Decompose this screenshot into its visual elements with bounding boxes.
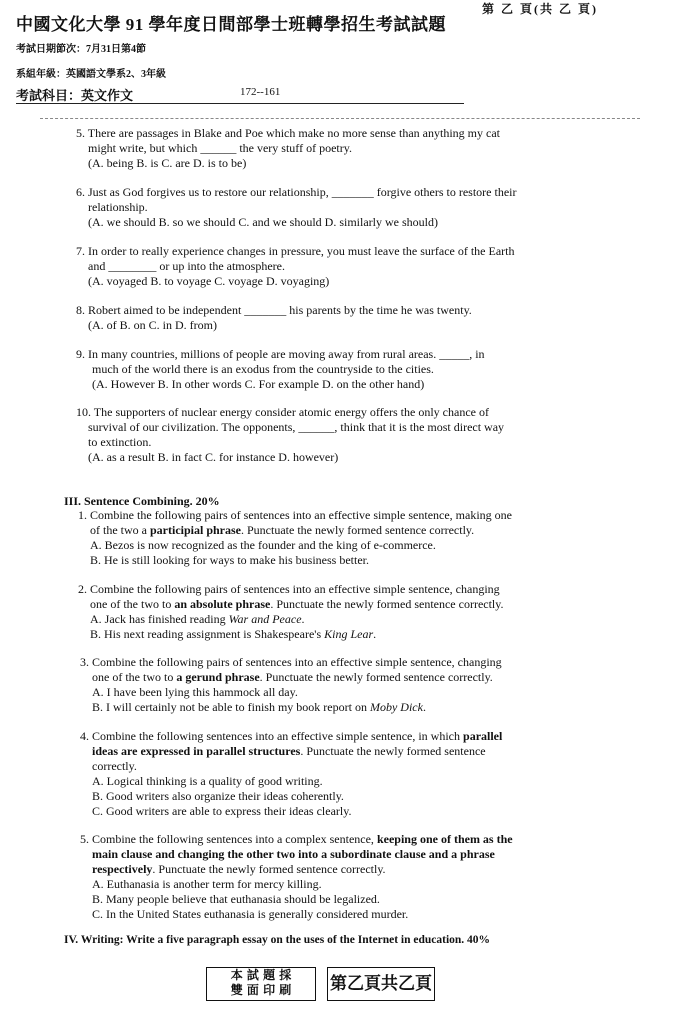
question-line: 7. In order to really experience changes in pressure, you must leave the surface of the Earth (76, 244, 515, 258)
highlight-text: an absolute phrase (174, 597, 271, 611)
question-line: 10. The supporters of nuclear energy consider atomic energy offers the only chance of (76, 405, 489, 419)
question-line: 9. In many countries, millions of people are moving away from rural areas. _____, in (76, 347, 485, 361)
question-line: 3. Combine the following pairs of sentences into an effective simple sentence, changing (80, 655, 502, 669)
highlight-text: a gerund phrase (176, 670, 260, 684)
punctuation: . (301, 612, 305, 626)
highlight-text: participial phrase (149, 523, 241, 537)
answer-options: (A. voyaged B. to voyage C. voyage D. voyaging) (88, 274, 330, 288)
question-8 (76, 303, 472, 333)
question-9 (76, 347, 485, 392)
sentence-b: B. Good writers also organize their ideas coherently. (92, 789, 344, 803)
sentence-a: A. I have been lying this hammock all day. (92, 685, 298, 699)
exam-title: 中國文化大學 91 學年度日間部學士班轉學招生考試試題 (16, 15, 446, 34)
exam-date: 考試日期節次：7月31日第4節 (16, 44, 146, 55)
stamp-line: 本 試 題 採 (230, 968, 292, 982)
combining-question-3 (80, 655, 502, 715)
sentence-a: A. Jack has finished reading (90, 612, 229, 626)
sentence-b: B. I will certainly not be able to finish my book report on (92, 700, 370, 714)
question-line: to extinction. (88, 435, 152, 449)
highlight-text: respectively (92, 862, 153, 876)
punctuation: . (373, 627, 377, 641)
sentence-a: A. Logical thinking is a quality of good writing. (92, 774, 323, 788)
sentence-b: B. His next reading assignment is Shakespeare's (90, 627, 325, 641)
section-heading-sentence-combining: III. Sentence Combining. 20% (64, 494, 220, 508)
sentence-a: A. Euthanasia is another term for mercy killing. (92, 877, 322, 891)
book-title: War and Peace (228, 612, 302, 626)
exam-subject: 考試科目：英文作文 (16, 88, 134, 103)
question-line: much of the world there is an exodus from the countryside to the cities. (92, 362, 434, 376)
question-5 (76, 126, 500, 171)
punctuation: . (422, 700, 426, 714)
question-text: 5. Combine the following sentences into a complex sentence, (80, 832, 377, 846)
question-text: of the two a (90, 523, 150, 537)
sentence-c: C. Good writers are able to express their ideas clearly. (92, 804, 352, 818)
sentence-b: B. He is still looking for ways to make his business better. (90, 553, 369, 567)
section-heading-writing: IV. Writing: Write a five paragraph essay on the uses of the Internet in education. 40% (64, 934, 491, 946)
exam-code: 172--161 (240, 86, 281, 98)
question-line: 8. Robert aimed to be independent _______ his parents by the time he was twenty. (76, 303, 472, 317)
highlight-text: keeping one of them as the (376, 832, 513, 846)
combining-question-4 (80, 729, 502, 819)
highlight-text: main clause and changing the other two into a subordinate clause and a phrase (92, 847, 495, 861)
book-title: Moby Dick (369, 700, 423, 714)
question-line: might write, but which ______ the very stuff of poetry. (88, 141, 352, 155)
department: 系組年級：英國語文學系2、3年級 (16, 69, 166, 80)
question-6 (76, 185, 516, 230)
highlight-text: parallel (463, 729, 503, 743)
question-line: 5. There are passages in Blake and Poe which make no more sense than anything my cat (76, 126, 500, 140)
question-text: . Punctuate the newly formed sentence (300, 744, 486, 758)
combining-question-2 (78, 582, 504, 642)
stamp-line: 雙 面 印 刷 (230, 983, 292, 997)
question-line: 2. Combine the following pairs of sentences into an effective simple sentence, changing (78, 582, 500, 596)
page-indicator: 第 乙 頁(共 乙 頁) (482, 2, 598, 16)
sentence-b: B. Many people believe that euthanasia should be legalized. (92, 892, 380, 906)
question-10 (76, 405, 504, 465)
combining-question-5 (80, 832, 513, 922)
page-count-stamp: 第乙頁共乙頁 (327, 967, 435, 1001)
question-line: correctly. (92, 759, 137, 773)
double-sided-print-stamp (206, 967, 316, 1001)
question-text: . Punctuate the newly formed sentence correctly. (241, 523, 475, 537)
question-line: and ________ or up into the atmosphere. (88, 259, 285, 273)
question-line: relationship. (88, 200, 148, 214)
highlight-text: ideas are expressed in parallel structures (92, 744, 301, 758)
answer-options: (A. However B. In other words C. For example D. on the other hand) (92, 377, 425, 391)
question-line: 6. Just as God forgives us to restore our relationship, _______ forgive others to restore their (76, 185, 517, 199)
sentence-a: A. Bezos is now recognized as the founder and the king of e-commerce. (90, 538, 436, 552)
question-line: 1. Combine the following pairs of sentences into an effective simple sentence, making one (78, 508, 512, 522)
answer-options: (A. as a result B. in fact C. for instance D. however) (88, 450, 339, 464)
question-text: . Punctuate the newly formed sentence correctly. (270, 597, 504, 611)
header-divider (16, 103, 464, 104)
sentence-c: C. In the United States euthanasia is generally considered murder. (92, 907, 409, 921)
question-text: 4. Combine the following sentences into an effective simple sentence, in which (80, 729, 464, 743)
answer-options: (A. being B. is C. are D. is to be) (88, 156, 247, 170)
book-title: King Lear (324, 627, 374, 641)
question-text: . Punctuate the newly formed sentence correctly. (152, 862, 386, 876)
combining-question-1 (78, 508, 512, 568)
header-dashed-divider (40, 118, 640, 119)
question-text: . Punctuate the newly formed sentence correctly. (259, 670, 493, 684)
answer-options: (A. of B. on C. in D. from) (88, 318, 217, 332)
question-line: survival of our civilization. The opponents, ______, think that it is the most direct way (88, 420, 505, 434)
question-text: one of the two to (92, 670, 177, 684)
question-7 (76, 244, 515, 289)
answer-options: (A. we should B. so we should C. and we should D. similarly we should) (88, 215, 438, 229)
question-text: one of the two to (90, 597, 175, 611)
